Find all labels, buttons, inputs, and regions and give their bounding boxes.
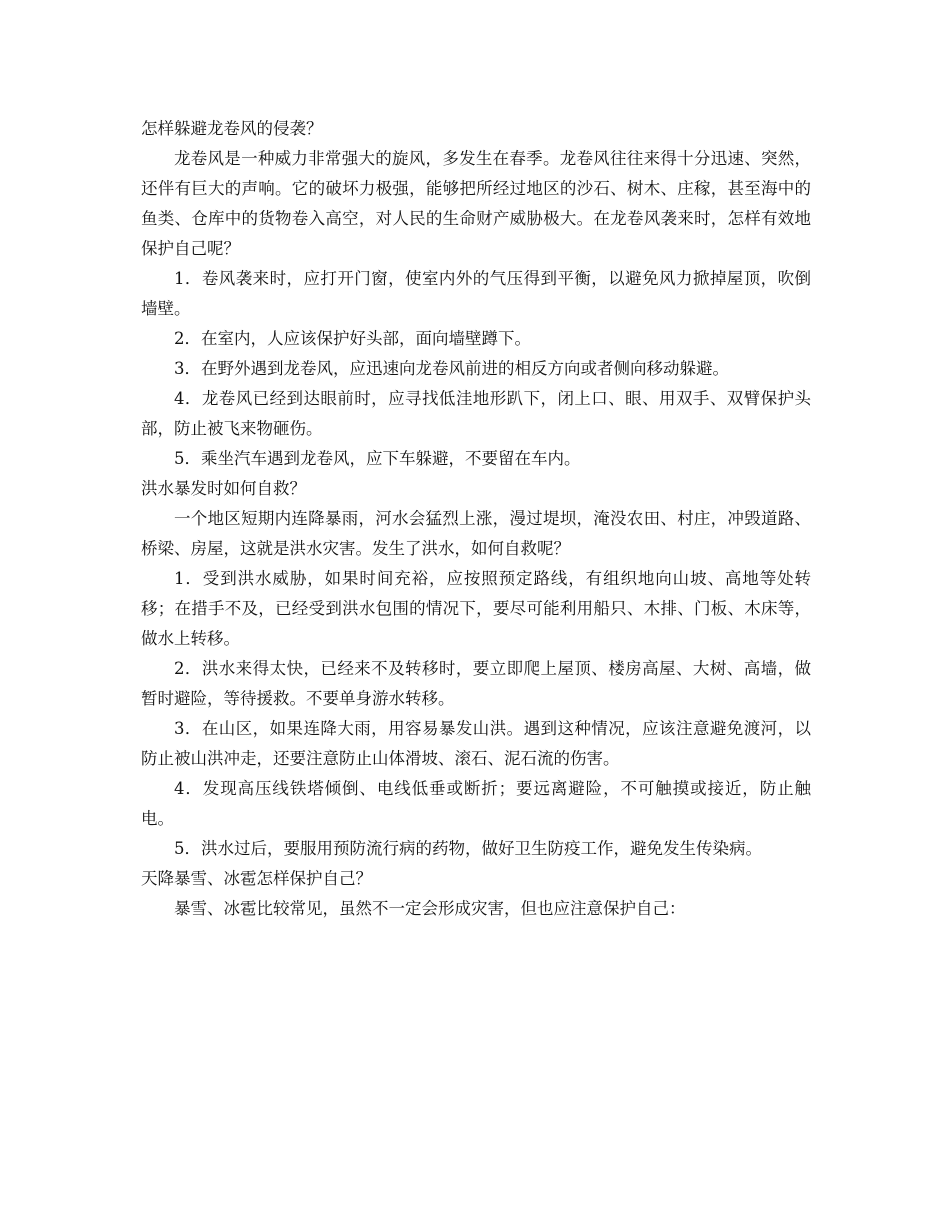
section-intro: 一个地区短期内连降暴雨，河水会猛烈上涨，漫过堤坝，淹没农田、村庄，冲毁道路、桥梁、房屋，这就是洪水灾害。发生了洪水，如何自救呢？	[141, 509, 811, 558]
document-page	[141, 114, 811, 924]
section-snow-hail	[141, 864, 811, 924]
section-heading: 天降暴雪、冰雹怎样保护自己？	[141, 869, 372, 888]
section-intro: 龙卷风是一种威力非常强大的旋风，多发生在春季。龙卷风往往来得十分迅速、突然，还伴有巨大的声响。它的破坏力极强，能够把所经过地区的沙石、树木、庄稼，甚至海中的鱼类、仓库中的货物卷入高空，对人民的生命财产威胁极大。在龙卷风袭来时，怎样有效地保护自己呢？	[141, 149, 811, 258]
list-item: 3．在山区，如果连降大雨，用容易暴发山洪。遇到这种情况，应该注意避免渡河，以防止被山洪冲走，还要注意防止山体滑坡、滚石、泥石流的伤害。	[141, 719, 811, 768]
list-item: 2．洪水来得太快，已经来不及转移时，要立即爬上屋顶、楼房高屋、大树、高墙，做暂时避险，等待援救。不要单身游水转移。	[141, 659, 811, 708]
list-item: 5．乘坐汽车遇到龙卷风，应下车躲避，不要留在车内。	[174, 449, 581, 468]
section-flood	[141, 474, 811, 864]
list-item: 2．在室内，人应该保护好头部，面向墙壁蹲下。	[174, 329, 531, 348]
list-item: 4．龙卷风已经到达眼前时，应寻找低洼地形趴下，闭上口、眼、用双手、双臂保护头部，防止被飞来物砸伤。	[141, 389, 811, 438]
list-item: 1．受到洪水威胁，如果时间充裕，应按照预定路线，有组织地向山坡、高地等处转移；在措手不及，已经受到洪水包围的情况下，要尽可能利用船只、木排、门板、木床等，做水上转移。	[141, 569, 811, 648]
list-item: 3．在野外遇到龙卷风，应迅速向龙卷风前进的相反方向或者侧向移动躲避。	[174, 359, 729, 378]
section-heading: 怎样躲避龙卷风的侵袭？	[141, 119, 323, 138]
section-tornado	[141, 114, 811, 474]
list-item: 5．洪水过后，要服用预防流行病的药物，做好卫生防疫工作，避免发生传染病。	[174, 839, 762, 858]
section-heading: 洪水暴发时如何自救？	[141, 479, 306, 498]
section-intro: 暴雪、冰雹比较常见，虽然不一定会形成灾害，但也应注意保护自己：	[174, 899, 686, 918]
list-item: 4．发现高压线铁塔倾倒、电线低垂或断折；要远离避险，不可触摸或接近，防止触电。	[141, 779, 811, 828]
list-item: 1．卷风袭来时，应打开门窗，使室内外的气压得到平衡，以避免风力掀掉屋顶，吹倒墙壁。	[141, 269, 811, 318]
